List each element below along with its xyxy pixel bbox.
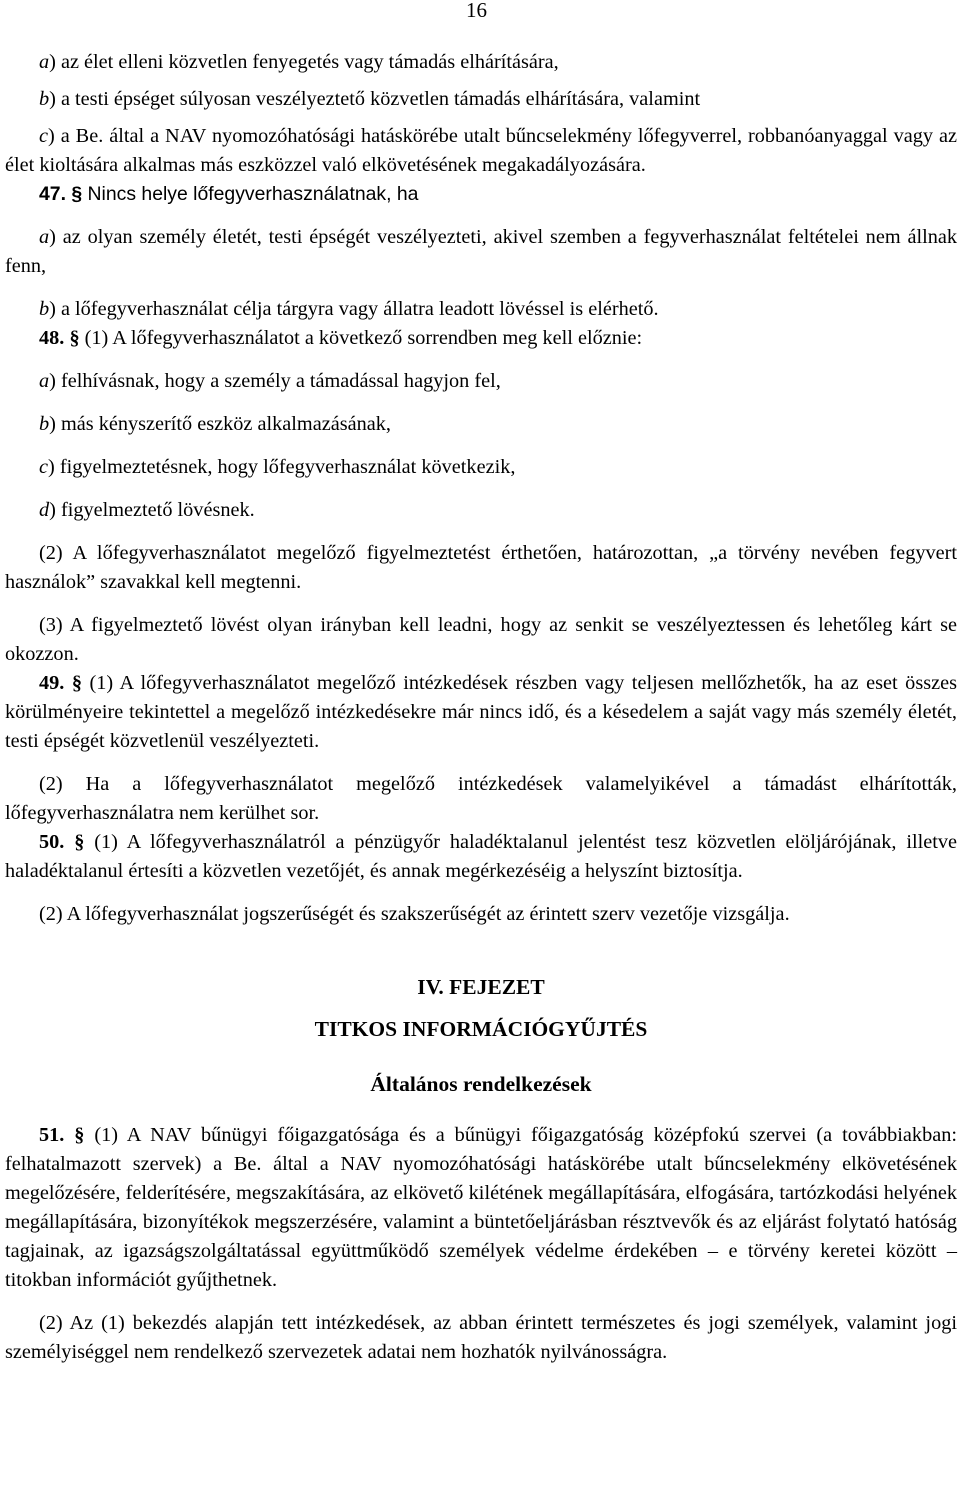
section-text: (1) A lőfegyverhasználatot a következő sorrendben meg kell előznie: xyxy=(79,327,643,349)
page-number: 16 xyxy=(466,0,487,22)
section-number: 48. xyxy=(39,327,65,349)
chapter-number: IV. FEJEZET xyxy=(417,975,545,999)
section-sign: § xyxy=(71,183,83,205)
item-text: ) a lőfegyverhasználat célja tárgyra vagy állatra leadott lövéssel is elérhető. xyxy=(49,298,659,320)
item-letter: a xyxy=(39,370,50,392)
section-sign: § xyxy=(74,831,85,853)
section-sign: § xyxy=(74,1124,85,1146)
section-sign: § xyxy=(69,327,80,349)
list-item xyxy=(5,122,957,180)
paragraph: (2) A lőfegyverhasználat jogszerűségét és szakszerűségét az érintett szerv vezetője vizsgálja. xyxy=(39,903,790,925)
section-text: Nincs helye lőfegyverhasználatnak, ha xyxy=(82,183,419,205)
item-text: ) a Be. által a NAV nyomozóhatósági hatáskörébe utalt bűncselekmény lőfegyverrel, robbanóanyaggal vagy az élet kioltására alkalmas más eszközzel való elkövetésének megakadályozására. xyxy=(5,125,957,176)
item-text: ) figyelmeztető lövésnek. xyxy=(49,499,255,521)
item-text: ) a testi épséget súlyosan veszélyeztető közvetlen támadás elhárítására, valamint xyxy=(49,88,701,110)
paragraph: (2) Az (1) bekezdés alapján tett intézkedések, az abban érintett természetes és jogi személyek, valamint jogi személyiséggel nem rendelkező szervezetek adatai nem hozhatók nyilvánosságra. xyxy=(5,1312,957,1363)
item-letter: b xyxy=(39,298,50,320)
section-number: 50. xyxy=(39,831,65,853)
section-text: (1) A lőfegyverhasználatot megelőző intézkedések részben vagy teljesen mellőzhetők, ha az eset összes körülményeire tekintettel a megelőző intézkedésekre már nincs idő, és a késedelem a saját vagy más személy életét, testi épségét közvetlenül veszélyezteti. xyxy=(5,672,958,752)
paragraph: (2) A lőfegyverhasználatot megelőző figyelmeztetést érthetően, határozottan, „a törvény nevében fegyvert használok” szavakkal kell megtenni. xyxy=(5,542,957,593)
paragraph: (2) Ha a lőfegyverhasználatot megelőző intézkedések valamelyikével a támadást elhárították, lőfegyverhasználatra nem kerülhet sor. xyxy=(5,773,957,824)
item-letter: b xyxy=(39,88,50,110)
section-text: (1) A lőfegyverhasználatról a pénzügyőr haladéktalanul jelentést tesz közvetlen elöljárójának, illetve haladéktalanul értesíti a közvetlen vezetőjét, és annak megérkezéséig a helyszínt biztosítja. xyxy=(5,831,958,882)
item-text: ) figyelmeztetésnek, hogy lőfegyverhasználat következik, xyxy=(48,456,516,478)
item-text: ) az élet elleni közvetlen fenyegetés vagy támadás elhárítására, xyxy=(49,51,559,73)
list-item xyxy=(5,295,957,324)
section-number: 47. xyxy=(39,183,66,205)
item-text: ) más kényszerítő eszköz alkalmazásának, xyxy=(49,413,391,435)
item-letter: c xyxy=(39,125,49,147)
section-sign: § xyxy=(71,672,82,694)
section-paragraph xyxy=(5,1121,957,1295)
paragraph: (3) A figyelmeztető lövést olyan irányban kell leadni, hogy az senkit se veszélyeztessen és lehetőleg kárt se okozzon. xyxy=(5,614,957,665)
section-number: 49. xyxy=(39,672,65,694)
item-letter: a xyxy=(39,226,50,248)
list-item xyxy=(5,85,957,114)
list-item xyxy=(5,453,957,482)
section-text: (1) A NAV bűnügyi főigazgatósága és a bűnügyi főigazgatóság középfokú szervei (a továbbiakban: felhatalmazott szervek) a Be. által a NAV nyomozóhatósági hatáskörébe utalt bűncselekmény elkövetésének megelőzésére, felderítésére, megszakítására, az elkövető kilétének megállapítására, elfogására, tartózkodási helyének megállapítására, bizonyítékok megszerzésére, valamint a büntetőeljárásban résztvevők és az eljárást folytató hatóság tagjainak, az igazságszolgáltatással együttműködő személyek védelme érdekében – e törvény keretei között – titokban információt gyűjthetnek. xyxy=(5,1124,957,1291)
list-item xyxy=(5,223,957,281)
item-letter: b xyxy=(39,413,50,435)
list-item xyxy=(5,496,957,525)
section-paragraph xyxy=(5,669,957,756)
item-text: ) felhívásnak, hogy a személy a támadással hagyjon fel, xyxy=(49,370,501,392)
document-body xyxy=(5,48,957,1367)
list-item xyxy=(5,367,957,396)
section-paragraph xyxy=(5,828,957,886)
item-letter: a xyxy=(39,51,50,73)
item-text: ) az olyan személy életét, testi épségét veszélyezteti, akivel szemben a fegyverhasználat feltételei nem állnak fenn, xyxy=(5,226,957,277)
section-number: 51. xyxy=(39,1124,65,1146)
chapter-title: TITKOS INFORMÁCIÓGYŰJTÉS xyxy=(314,1017,648,1041)
list-item xyxy=(5,410,957,439)
section-paragraph xyxy=(5,180,957,209)
section-paragraph xyxy=(5,324,957,353)
subchapter-title: Általános rendelkezések xyxy=(370,1072,592,1096)
item-letter: c xyxy=(39,456,49,478)
item-letter: d xyxy=(39,499,50,521)
list-item xyxy=(5,48,957,77)
